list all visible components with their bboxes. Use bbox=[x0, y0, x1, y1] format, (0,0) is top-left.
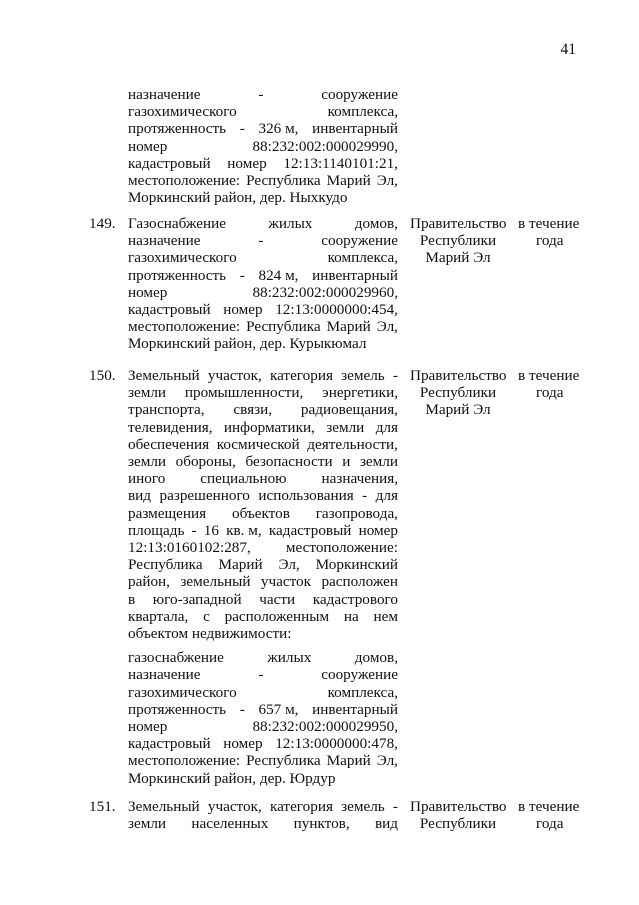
term-unit: года bbox=[536, 815, 564, 833]
responsible-party: Марий Эл bbox=[425, 401, 491, 419]
word: Земельный bbox=[128, 367, 200, 384]
text-line bbox=[128, 401, 398, 418]
word: - bbox=[258, 86, 264, 103]
text-line bbox=[128, 752, 398, 769]
word: 88:232:002:000029950, bbox=[252, 718, 398, 735]
word: сооружение bbox=[321, 86, 398, 103]
text-line: Моркинский район, дер. Ныхкудо bbox=[128, 189, 348, 207]
text-line bbox=[128, 608, 398, 625]
word: категория bbox=[269, 367, 333, 384]
word: местоположение: bbox=[128, 172, 241, 189]
text-line bbox=[128, 718, 398, 735]
word: комплекса, bbox=[327, 103, 398, 121]
term: в течение bbox=[518, 367, 580, 384]
word: категория bbox=[269, 798, 333, 815]
word: - bbox=[191, 521, 197, 539]
word: Марий bbox=[326, 318, 371, 336]
word: газохимического bbox=[128, 249, 237, 267]
word: местоположение: bbox=[285, 539, 398, 556]
term-unit: года bbox=[536, 384, 564, 402]
word: Эл, bbox=[376, 318, 398, 336]
word: Эл, bbox=[278, 556, 300, 574]
word: 16 bbox=[203, 521, 219, 539]
word: - bbox=[362, 487, 368, 505]
word: - bbox=[239, 266, 245, 284]
text-line bbox=[128, 591, 398, 608]
text-line bbox=[128, 487, 398, 504]
word: назначения, bbox=[321, 470, 398, 488]
word: объектов bbox=[231, 504, 290, 522]
word: участок, bbox=[207, 367, 262, 384]
word: земли bbox=[359, 453, 398, 470]
page-number: 41 bbox=[560, 41, 576, 58]
text-line bbox=[128, 367, 398, 384]
word: участок, bbox=[207, 798, 262, 815]
text-line bbox=[128, 138, 398, 155]
word: кадастровый bbox=[128, 154, 211, 172]
word: 88:232:002:000029960, bbox=[252, 283, 398, 301]
text-line bbox=[128, 470, 398, 487]
word: связи, bbox=[233, 401, 273, 419]
word: номер bbox=[128, 718, 168, 735]
text-line bbox=[128, 86, 398, 103]
text-line bbox=[128, 215, 398, 232]
responsible-party: Правительство bbox=[410, 798, 507, 815]
text-line: Моркинский район, дер. Юрдур bbox=[128, 769, 336, 787]
word: инвентарный bbox=[312, 266, 398, 284]
item-number: 151. bbox=[89, 798, 116, 815]
word: 12:13:1140101:21, bbox=[283, 154, 398, 172]
word: район, bbox=[128, 573, 170, 591]
word: в bbox=[128, 590, 136, 608]
word: телевидения, bbox=[128, 418, 213, 436]
word: информатики, bbox=[223, 418, 315, 436]
text-line bbox=[128, 419, 398, 436]
text-line bbox=[128, 573, 398, 590]
text-line bbox=[128, 155, 398, 172]
word: для bbox=[375, 418, 398, 436]
responsible-party: Республики bbox=[419, 232, 497, 250]
text-line bbox=[128, 735, 398, 752]
text-line bbox=[128, 172, 398, 189]
text-line bbox=[128, 301, 398, 318]
word: радиовещания, bbox=[300, 401, 398, 419]
word: безопасности bbox=[245, 453, 333, 470]
word: и bbox=[342, 453, 351, 470]
text-line bbox=[128, 556, 398, 573]
word: Марий bbox=[326, 172, 371, 189]
text-line bbox=[128, 649, 398, 666]
word: домов, bbox=[354, 649, 398, 667]
word: промышленности, bbox=[184, 384, 304, 402]
responsible-party: Марий Эл bbox=[425, 249, 491, 267]
word: номер bbox=[358, 521, 398, 539]
text-line bbox=[128, 267, 398, 284]
word: специальною bbox=[200, 470, 287, 488]
word: кадастровый bbox=[128, 735, 211, 753]
text-line bbox=[128, 384, 398, 401]
term-unit: года bbox=[536, 232, 564, 250]
item-number: 149. bbox=[89, 215, 116, 232]
word: с bbox=[203, 607, 210, 625]
word: части bbox=[259, 590, 296, 608]
word: 88:232:002:000029990, bbox=[252, 137, 398, 155]
term: в течение bbox=[518, 215, 580, 232]
word: Эл, bbox=[376, 172, 398, 189]
word: транспорта, bbox=[128, 401, 205, 419]
word: юго-западной bbox=[152, 590, 242, 608]
word: протяженность bbox=[128, 266, 227, 284]
item-number: 150. bbox=[89, 367, 116, 384]
text-line bbox=[128, 120, 398, 137]
text-line bbox=[128, 453, 398, 470]
word: расположен bbox=[321, 573, 398, 591]
text-line bbox=[128, 436, 398, 453]
word: назначение bbox=[128, 666, 201, 684]
word: земли bbox=[128, 384, 167, 402]
word: - bbox=[392, 798, 398, 815]
word: номер bbox=[128, 137, 168, 155]
word: космической bbox=[216, 435, 300, 453]
word: кв. м, bbox=[226, 521, 262, 539]
word: местоположение: bbox=[128, 318, 241, 336]
word: земель bbox=[341, 367, 385, 384]
word: номер bbox=[223, 301, 263, 318]
word: - bbox=[258, 666, 264, 684]
word: номер bbox=[128, 283, 168, 301]
text-line: объектом недвижимости: bbox=[128, 625, 292, 642]
word: газопровода, bbox=[315, 504, 398, 522]
word: 12:13:0160102:287, bbox=[128, 539, 251, 556]
word: земли bbox=[128, 815, 167, 833]
word: Марий bbox=[326, 752, 371, 770]
word: протяженность bbox=[128, 700, 227, 718]
word: вид bbox=[128, 487, 152, 505]
word: номер bbox=[223, 735, 263, 753]
word: деятельности, bbox=[307, 435, 398, 453]
word: газоснабжение bbox=[128, 649, 224, 667]
word: Моркинский bbox=[315, 556, 398, 574]
word: земельный bbox=[180, 573, 251, 591]
word: инвентарный bbox=[312, 700, 398, 718]
word: протяженность bbox=[128, 120, 227, 138]
word: жилых bbox=[267, 649, 312, 667]
text-line bbox=[128, 103, 398, 120]
word: земель bbox=[341, 798, 385, 815]
text-line bbox=[128, 232, 398, 249]
text-line bbox=[128, 284, 398, 301]
word: расположенным bbox=[224, 607, 330, 625]
word: Республика bbox=[246, 752, 321, 770]
word: Республика bbox=[128, 556, 203, 574]
word: Республика bbox=[246, 318, 321, 336]
word: на bbox=[343, 607, 359, 625]
word: комплекса, bbox=[327, 249, 398, 267]
responsible-party: Республики bbox=[419, 384, 497, 402]
word: Земельный bbox=[128, 798, 200, 815]
word: иного bbox=[128, 470, 166, 488]
word: номер bbox=[227, 154, 267, 172]
word: Газоснабжение bbox=[128, 215, 227, 232]
word: сооружение bbox=[321, 232, 398, 250]
word: кадастровый bbox=[128, 301, 211, 318]
responsible-party: Правительство bbox=[410, 215, 507, 232]
word: площадь bbox=[128, 521, 185, 539]
word: назначение bbox=[128, 232, 201, 250]
word: пунктов, bbox=[293, 815, 350, 833]
text-line bbox=[128, 318, 398, 335]
word: газохимического bbox=[128, 683, 237, 701]
text-line: Моркинский район, дер. Курыкюмал bbox=[128, 335, 367, 353]
word: населенных bbox=[191, 815, 269, 833]
term: в течение bbox=[518, 798, 580, 815]
word: обороны, bbox=[175, 453, 236, 470]
word: - bbox=[239, 120, 245, 138]
word: 657 м, bbox=[258, 700, 299, 718]
word: вид bbox=[374, 815, 398, 833]
word: 824 м, bbox=[258, 266, 299, 284]
word: комплекса, bbox=[327, 683, 398, 701]
responsible-party: Республики bbox=[419, 815, 497, 833]
word: инвентарный bbox=[312, 120, 398, 138]
word: Эл, bbox=[376, 752, 398, 770]
word: 12:13:0000000:478, bbox=[275, 735, 398, 753]
word: кадастрового bbox=[312, 590, 398, 608]
word: квартала, bbox=[128, 607, 189, 625]
word: - bbox=[258, 232, 264, 250]
word: - bbox=[392, 367, 398, 384]
word: разрешенного bbox=[159, 487, 250, 505]
word: земли bbox=[128, 453, 167, 470]
word: размещения bbox=[128, 504, 207, 522]
word: сооружение bbox=[321, 666, 398, 684]
word: 12:13:0000000:454, bbox=[275, 301, 398, 318]
text-line bbox=[128, 684, 398, 701]
word: местоположение: bbox=[128, 752, 241, 770]
word: энергетики, bbox=[322, 384, 398, 402]
text-line bbox=[128, 539, 398, 556]
text-line bbox=[128, 522, 398, 539]
word: нем bbox=[373, 607, 398, 625]
text-line bbox=[128, 505, 398, 522]
text-line bbox=[128, 815, 398, 832]
word: Марий bbox=[218, 556, 263, 574]
word: участок bbox=[260, 573, 312, 591]
word: домов, bbox=[354, 215, 398, 232]
word: кадастровый bbox=[268, 521, 352, 539]
text-line bbox=[128, 798, 398, 815]
word: 326 м, bbox=[258, 120, 299, 138]
word: - bbox=[239, 700, 245, 718]
responsible-party: Правительство bbox=[410, 367, 507, 384]
text-line bbox=[128, 666, 398, 683]
word: жилых bbox=[268, 215, 313, 232]
word: использования bbox=[258, 487, 354, 505]
word: назначение bbox=[128, 86, 201, 103]
word: для bbox=[375, 487, 398, 505]
word: газохимического bbox=[128, 103, 237, 121]
word: обеспечения bbox=[128, 435, 210, 453]
word: Республика bbox=[246, 172, 321, 189]
word: земли bbox=[326, 418, 365, 436]
text-line bbox=[128, 701, 398, 718]
text-line bbox=[128, 249, 398, 266]
